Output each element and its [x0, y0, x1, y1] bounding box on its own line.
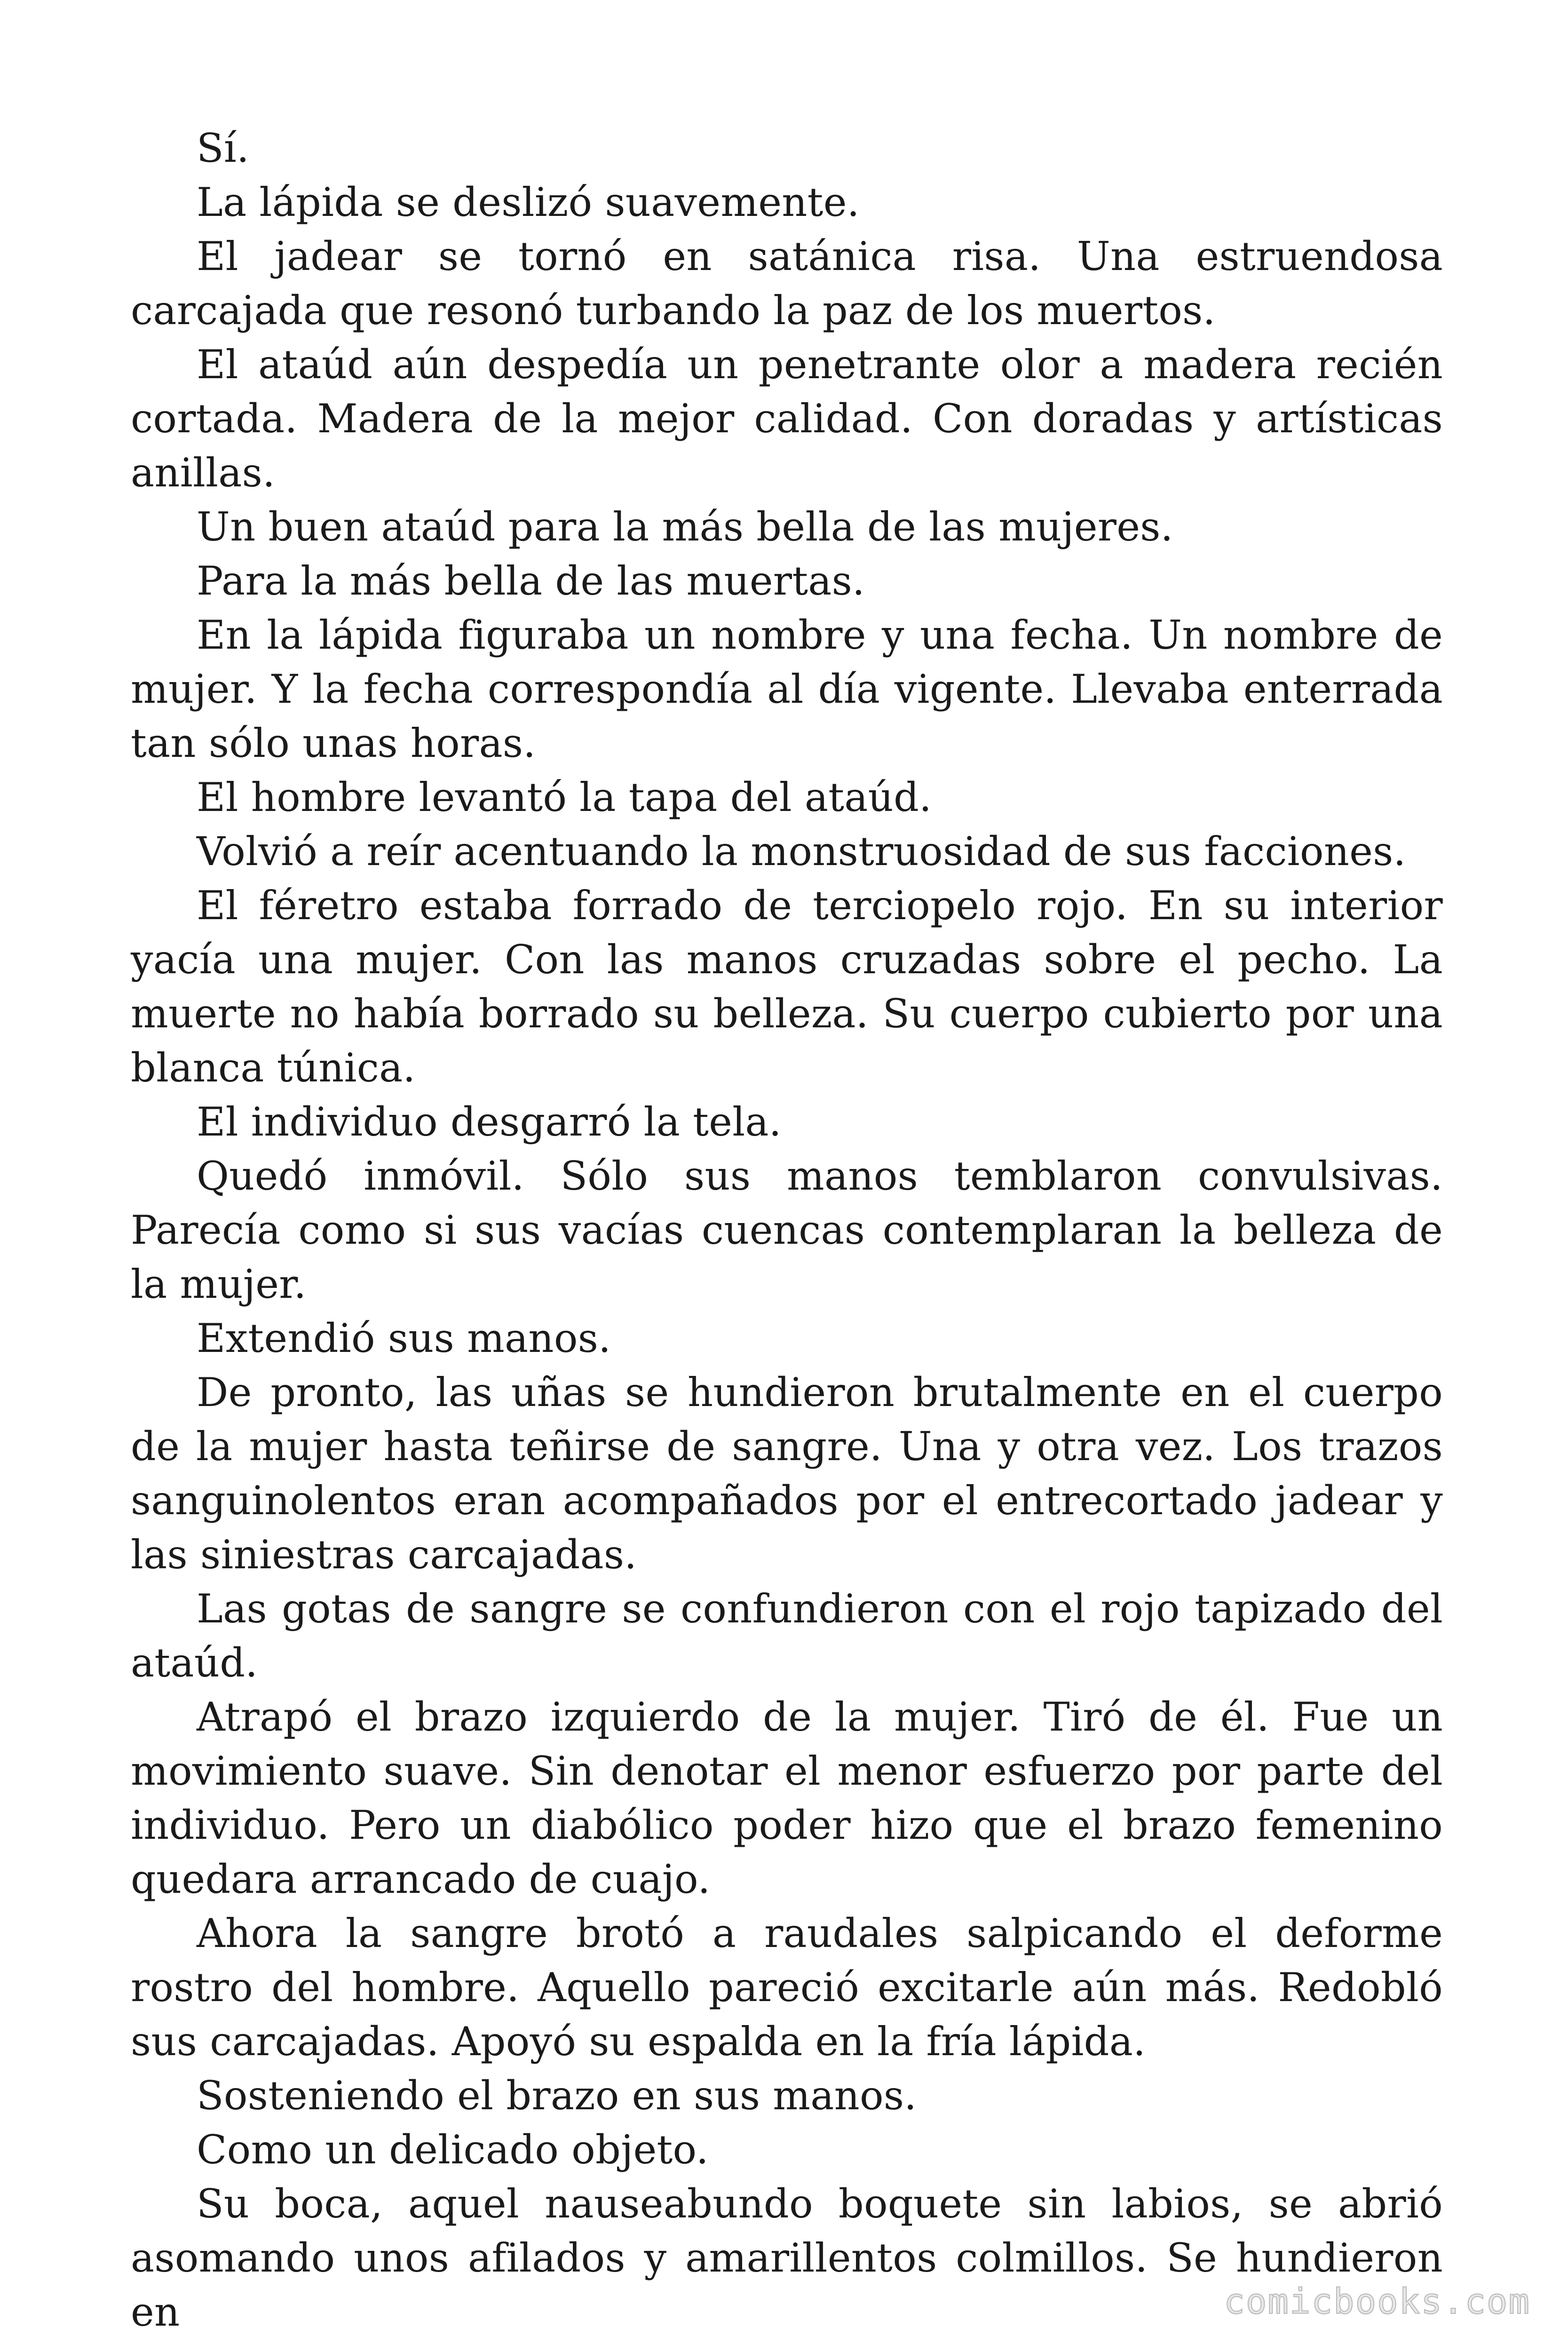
paragraph: El hombre levantó la tapa del ataúd. [197, 774, 932, 820]
paragraph: Como un delicado objeto. [197, 2127, 709, 2173]
paragraph: Sí. [197, 125, 250, 171]
paragraph: El ataúd aún despedía un penetrante olor a madera recién cortada. Madera de la mejor calidad. Con doradas y artísticas anillas. [131, 342, 1443, 496]
paragraph: Sosteniendo el brazo en sus manos. [197, 2073, 917, 2119]
paragraph: Un buen ataúd para la más bella de las mujeres. [197, 504, 1173, 550]
page-body-text [131, 121, 1443, 2339]
paragraph: Quedó inmóvil. Sólo sus manos temblaron convulsivas. Parecía como si sus vacías cuencas contemplaran la belleza de la mujer. [131, 1153, 1443, 1307]
paragraph: Extendió sus manos. [197, 1315, 611, 1361]
paragraph: Atrapó el brazo izquierdo de la mujer. Tiró de él. Fue un movimiento suave. Sin denotar el menor esfuerzo por parte del individuo. Pero un diabólico poder hizo que el brazo femenino quedara arrancado de cuajo. [131, 1694, 1443, 1902]
paragraph: Para la más bella de las muertas. [197, 558, 865, 604]
paragraph: Ahora la sangre brotó a raudales salpicando el deforme rostro del hombre. Aquello pareció excitarle aún más. Redobló sus carcajadas. Apoyó su espalda en la fría lápida. [131, 1910, 1443, 2065]
paragraph: Las gotas de sangre se confundieron con el rojo tapizado del ataúd. [131, 1586, 1443, 1686]
paragraph: El individuo desgarró la tela. [197, 1099, 782, 1145]
paragraph: Volvió a reír acentuando la monstruosidad de sus facciones. [197, 828, 1406, 874]
paragraph: El jadear se tornó en satánica risa. Una estruendosa carcajada que resonó turbando la paz de los muertos. [131, 233, 1443, 334]
paragraph: Su boca, aquel nauseabundo boquete sin labios, se abrió asomando unos afilados y amarillentos colmillos. Se hundieron en [131, 2181, 1443, 2335]
watermark: comicbooks.com [1224, 2281, 1530, 2322]
paragraph: La lápida se deslizó suavemente. [197, 179, 860, 225]
paragraph: En la lápida figuraba un nombre y una fecha. Un nombre de mujer. Y la fecha correspondía al día vigente. Llevaba enterrada tan sólo unas horas. [131, 612, 1443, 766]
paragraph: El féretro estaba forrado de terciopelo rojo. En su interior yacía una mujer. Con las manos cruzadas sobre el pecho. La muerte no había borrado su belleza. Su cuerpo cubierto por una blanca túnica. [131, 882, 1443, 1091]
paragraph: De pronto, las uñas se hundieron brutalmente en el cuerpo de la mujer hasta teñirse de sangre. Una y otra vez. Los trazos sanguinolentos eran acompañados por el entrecortado jadear y las siniestras carcajadas. [131, 1369, 1443, 1578]
